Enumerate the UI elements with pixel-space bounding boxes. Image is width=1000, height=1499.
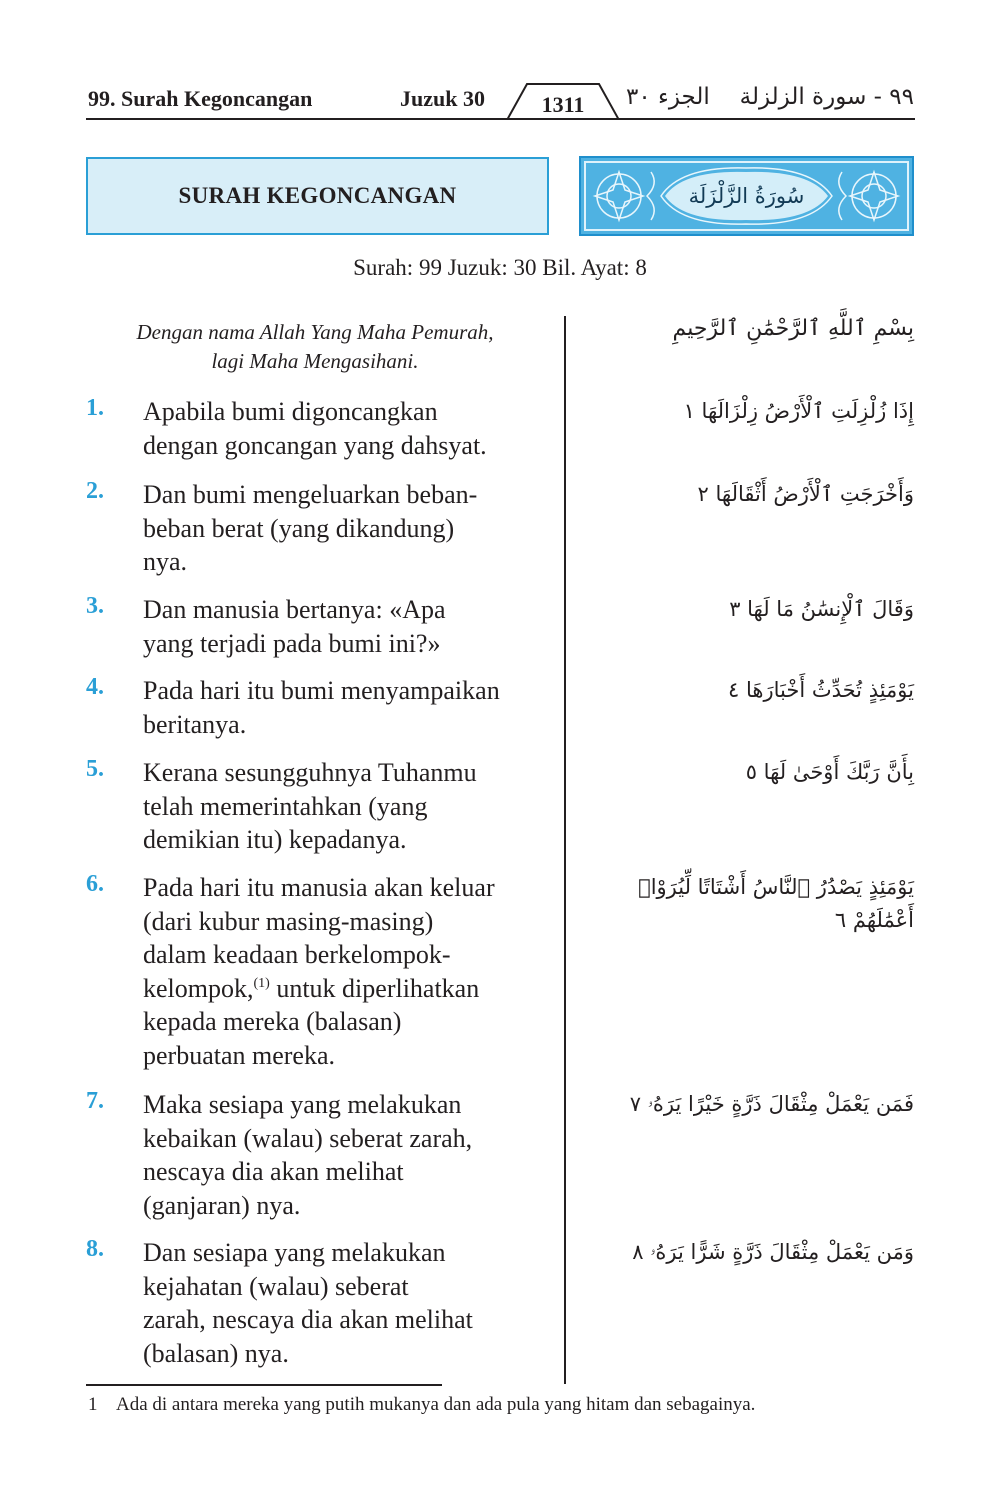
verse-number: 5. bbox=[86, 756, 104, 782]
basmala-line-1: Dengan nama Allah Yang Maha Pemurah, bbox=[136, 320, 494, 344]
column-divider bbox=[564, 316, 566, 1384]
verse-arabic: وَقَالَ ٱلْإِنسَٰنُ مَا لَهَا ٣ bbox=[729, 597, 914, 621]
running-header-surah: 99. Surah Kegoncangan bbox=[88, 86, 313, 111]
verse-translation: Dan sesiapa yang melakukan kejahatan (walau) seberat zarah, nescaya dia akan melihat (balasan) nya. bbox=[143, 1238, 473, 1368]
running-header-juz-arabic: الجزء ٣٠ bbox=[626, 84, 710, 110]
verse-number: 1. bbox=[86, 395, 104, 421]
verse-translation: Kerana sesungguhnya Tuhanmu telah memerintahkan (yang demikian itu) kepadanya. bbox=[143, 758, 477, 854]
footnote-number: 1 bbox=[88, 1394, 98, 1415]
verse-translation: Apabila bumi digoncangkan dengan goncangan yang dahsyat. bbox=[143, 397, 487, 460]
footnote-reference[interactable]: (1) bbox=[253, 975, 270, 991]
verse-translation: Maka sesiapa yang melakukan kebaikan (walau) seberat zarah, nescaya dia akan melihat (ganjaran) nya. bbox=[143, 1090, 473, 1220]
verse-translation: Dan bumi mengeluarkan beban- beban berat (yang dikandung) nya. bbox=[143, 480, 478, 576]
verse-text-part-2: untuk diperlihatkan kepada mereka (balasan) perbuatan mereka. bbox=[143, 973, 480, 1070]
header-rule bbox=[86, 118, 915, 120]
verse-text-part-1: Pada hari itu manusia akan keluar (dari kubur masing-masing) dalam keadaan berkelompok- kelompok, bbox=[143, 873, 495, 1003]
verse-arabic: وَأَخْرَجَتِ ٱلْأَرْضُ أَثْقَالَهَا ٢ bbox=[697, 482, 914, 506]
surah-title-box bbox=[86, 157, 549, 235]
basmala-translation bbox=[90, 318, 540, 376]
verse-arabic: وَمَن يَعْمَلْ مِثْقَالَ ذَرَّةٍ شَرًّا يَرَهُۥ ٨ bbox=[632, 1240, 914, 1264]
verse-number: 3. bbox=[86, 593, 104, 619]
surah-title-arabic: سُورَةُ الزَّلْزَلَة bbox=[688, 184, 805, 208]
ornamental-title-panel bbox=[579, 156, 914, 236]
verse-number: 4. bbox=[86, 674, 104, 700]
surah-meta: Surah: 99 Juzuk: 30 Bil. Ayat: 8 bbox=[353, 255, 647, 280]
footnote-text: Ada di antara mereka yang putih mukanya dan ada pula yang hitam dan sebagainya. bbox=[116, 1394, 756, 1415]
verse-arabic: بِأَنَّ رَبَّكَ أَوْحَىٰ لَهَا ٥ bbox=[745, 760, 914, 784]
verse-number: 2. bbox=[86, 478, 104, 504]
verse-arabic: فَمَن يَعْمَلْ مِثْقَالَ ذَرَّةٍ خَيْرًا يَرَهُۥ ٧ bbox=[629, 1092, 914, 1116]
verse-number: 6. bbox=[86, 871, 104, 897]
surah-title: SURAH KEGONCANGAN bbox=[178, 183, 457, 208]
verse-number: 8. bbox=[86, 1236, 104, 1262]
verse-arabic: يَوْمَئِذٍ يَصْدُرُ ٱلنَّاسُ أَشْتَاتًا لِّيُرَوْا۟ أَعْمَٰلَهُمْ ٦ bbox=[638, 875, 914, 932]
verse-number: 7. bbox=[86, 1088, 104, 1114]
verse-arabic: إِذَا زُلْزِلَتِ ٱلْأَرْضُ زِلْزَالَهَا ١ bbox=[683, 399, 914, 423]
verse-translation: Pada hari itu bumi menyampaikan beritanya. bbox=[143, 676, 500, 739]
footnote-rule bbox=[86, 1384, 442, 1386]
verse-arabic: يَوْمَئِذٍ تُحَدِّثُ أَخْبَارَهَا ٤ bbox=[728, 678, 914, 702]
running-header-surah-arabic: ٩٩ - سورة الزلزلة bbox=[739, 84, 914, 110]
verse-translation bbox=[143, 871, 561, 1072]
running-header-juzuk: Juzuk 30 bbox=[400, 86, 485, 111]
basmala-line-2: lagi Maha Mengasihani. bbox=[211, 349, 419, 373]
basmala-arabic: بِسْمِ ٱللَّهِ ٱلرَّحْمَٰنِ ٱلرَّحِيمِ bbox=[672, 316, 914, 341]
page-number: 1311 bbox=[541, 92, 585, 117]
verse-translation: Dan manusia bertanya: «Apa yang terjadi pada bumi ini?» bbox=[143, 595, 446, 658]
